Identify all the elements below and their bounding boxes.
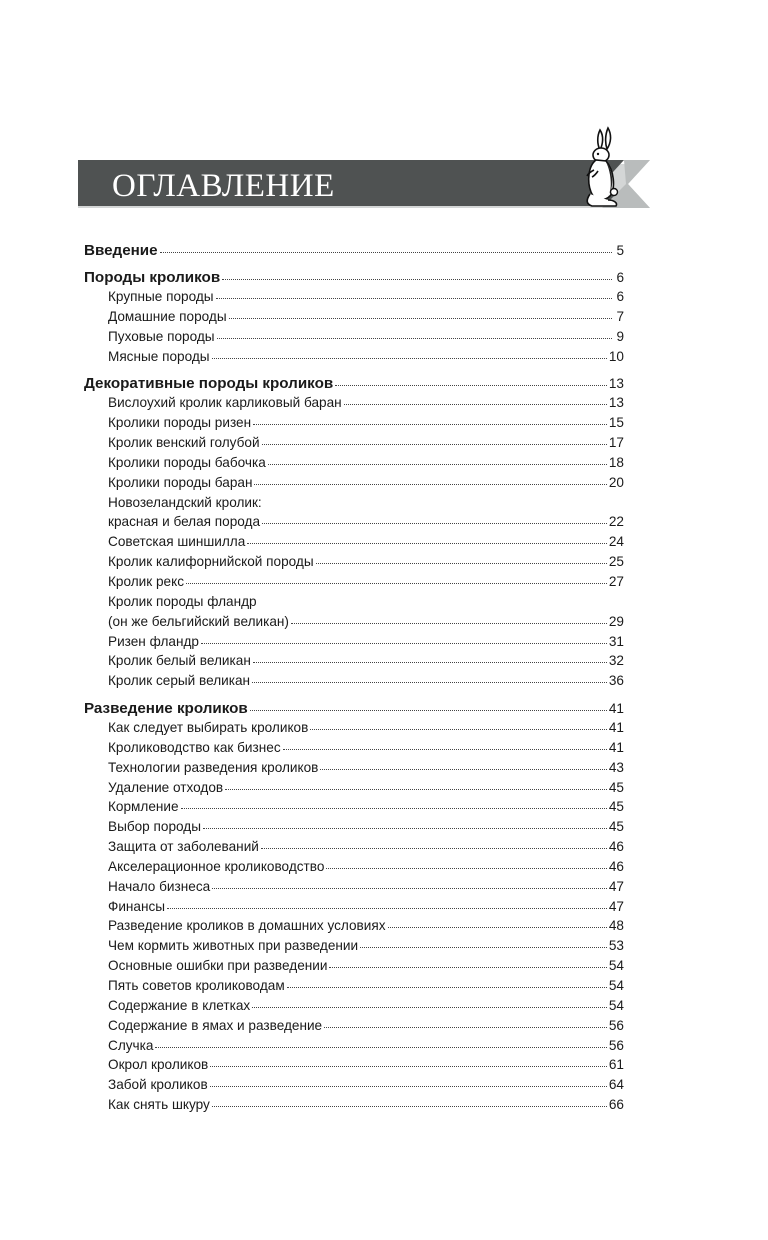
dot-leader — [316, 562, 607, 564]
toc-entry-row[interactable] — [84, 671, 624, 691]
toc-page-number: 7 — [616, 308, 624, 324]
toc-entry-title: Технологии разведения кроликов — [108, 759, 319, 775]
toc-entry-row[interactable] — [84, 453, 624, 473]
toc-entry-row[interactable] — [84, 1036, 624, 1056]
dot-leader — [254, 483, 606, 485]
toc-page-number: 22 — [608, 514, 624, 530]
dot-leader — [283, 748, 607, 750]
toc-entry-title: красная и белая порода — [108, 514, 261, 530]
toc-entry-row[interactable] — [84, 512, 624, 532]
toc-entry-title: Как снять шкуру — [108, 1097, 210, 1113]
toc-entry-row[interactable] — [84, 473, 624, 493]
toc-entry-row[interactable] — [84, 651, 624, 671]
toc-entry-row[interactable] — [84, 632, 624, 652]
toc-page-number: 61 — [608, 1057, 624, 1073]
toc-entry-title: Кролик рекс — [108, 573, 185, 589]
toc-page-number: 54 — [608, 978, 624, 993]
dot-leader — [247, 542, 607, 544]
toc-entry-title: Мясные породы — [108, 348, 210, 364]
toc-section-row[interactable] — [84, 241, 624, 260]
dot-leader — [229, 317, 612, 319]
toc-entry-row[interactable] — [84, 612, 624, 632]
toc-entry-row[interactable] — [84, 433, 624, 453]
toc-page-number: 64 — [608, 1077, 624, 1093]
toc-page-number: 17 — [608, 435, 624, 451]
toc-page-number: 15 — [608, 415, 624, 431]
dot-leader — [268, 463, 607, 465]
toc-page-number: 32 — [608, 653, 624, 669]
toc-entry-row[interactable] — [84, 718, 624, 738]
toc-entry-row[interactable] — [84, 758, 624, 778]
toc-entry-row[interactable] — [84, 307, 624, 327]
toc-page-number: 6 — [616, 289, 624, 304]
dot-leader — [167, 907, 607, 909]
toc-page-number: 13 — [608, 395, 624, 411]
toc-entry-row[interactable] — [84, 347, 624, 367]
dot-leader — [216, 297, 612, 299]
dot-leader — [320, 768, 607, 770]
toc-entry-row[interactable] — [84, 976, 624, 996]
toc-page-number: 41 — [608, 701, 624, 717]
toc-page-number: 5 — [616, 243, 624, 258]
toc-entry-row[interactable] — [84, 1075, 624, 1095]
toc-entry-row[interactable] — [84, 877, 624, 897]
dot-leader — [252, 681, 607, 683]
toc-entry-title: Пять советов кролиководам — [108, 978, 285, 993]
dot-leader — [329, 966, 606, 968]
toc-entry-row[interactable] — [84, 552, 624, 572]
dot-leader — [291, 622, 607, 624]
toc-entry-title: Содержание в клетках — [108, 997, 251, 1013]
toc-entry-title: Забой кроликов — [108, 1077, 208, 1093]
toc-page-number: 46 — [608, 858, 624, 874]
toc-entry-title: Породы кроликов — [84, 269, 221, 286]
toc-entry-title: Кормление — [108, 799, 179, 815]
toc-entry-row[interactable] — [84, 837, 624, 857]
dot-leader — [324, 1026, 607, 1028]
toc-entry-row[interactable] — [84, 1095, 624, 1115]
toc-page-number: 48 — [608, 918, 624, 934]
toc-page-number: 20 — [608, 474, 624, 490]
dot-leader — [360, 946, 607, 948]
toc-entry-row[interactable] — [84, 287, 624, 307]
toc-page-number: 18 — [608, 454, 624, 470]
toc-entry-title: Кролик калифорнийской породы — [108, 554, 314, 570]
toc-entry-row[interactable] — [84, 778, 624, 798]
toc-page-number: 41 — [608, 720, 624, 736]
dot-leader — [310, 728, 607, 730]
toc-section-row[interactable] — [84, 374, 624, 393]
dot-leader — [201, 642, 607, 644]
toc-entry-title: Как следует выбирать кроликов — [108, 720, 309, 736]
toc-entry-row[interactable] — [84, 797, 624, 817]
dot-leader — [262, 443, 607, 445]
table-of-contents — [84, 241, 624, 1115]
toc-page-number: 53 — [608, 938, 624, 954]
toc-page-number: 45 — [608, 799, 624, 815]
dot-leader — [252, 1006, 607, 1008]
toc-entry-row[interactable] — [84, 572, 624, 592]
toc-entry-title: Окрол кроликов — [108, 1057, 209, 1073]
toc-page-number: 36 — [608, 673, 624, 689]
rabbit-icon — [570, 126, 630, 210]
toc-entry-title: Кролик белый великан — [108, 653, 251, 669]
dot-leader — [253, 423, 607, 425]
toc-entry-row[interactable] — [84, 817, 624, 837]
dot-leader — [210, 1085, 607, 1087]
toc-entry-title: Кролик серый великан — [108, 673, 251, 689]
toc-section-row[interactable] — [84, 699, 624, 718]
dot-leader — [217, 337, 612, 339]
toc-entry-title: Кролики породы баран — [108, 474, 253, 490]
toc-entry-title: Разведение кроликов — [84, 700, 248, 718]
toc-entry-title: Кролики породы ризен — [108, 415, 252, 431]
toc-page-number: 46 — [608, 839, 624, 855]
toc-page-number: 13 — [608, 376, 624, 392]
toc-page-number: 56 — [608, 1017, 624, 1033]
toc-entry-row[interactable] — [84, 956, 624, 976]
dot-leader — [160, 251, 612, 253]
toc-entry-title: Вислоухий кролик карликовый баран — [108, 395, 342, 411]
toc-page-number: 47 — [608, 898, 624, 914]
toc-entry-row[interactable] — [84, 897, 624, 917]
toc-entry-title: Новозеландский кролик: — [108, 494, 262, 510]
header-banner — [78, 160, 650, 212]
dot-leader — [222, 278, 612, 280]
dot-leader — [388, 926, 607, 928]
toc-entry-row[interactable] — [84, 413, 624, 433]
toc-page-number: 56 — [608, 1037, 624, 1053]
dot-leader — [344, 403, 607, 405]
toc-page-number: 24 — [608, 534, 624, 550]
dot-leader — [212, 357, 607, 359]
dot-leader — [186, 582, 607, 584]
dot-leader — [287, 986, 607, 988]
toc-entry-row[interactable] — [84, 996, 624, 1016]
toc-entry-title: Случка — [108, 1037, 154, 1053]
toc-section-row[interactable] — [84, 268, 624, 287]
dot-leader — [210, 1065, 607, 1067]
dot-leader — [212, 887, 607, 889]
toc-page-number: 54 — [608, 958, 624, 974]
toc-entry-title: Декоративные породы кроликов — [84, 375, 334, 393]
dot-leader — [261, 847, 607, 849]
toc-entry-title: Защита от заболеваний — [108, 839, 259, 855]
toc-entry-row[interactable] — [84, 738, 624, 758]
toc-page-number: 10 — [608, 348, 624, 364]
toc-entry-row[interactable] — [84, 1016, 624, 1036]
toc-page-number: 43 — [608, 759, 624, 775]
toc-entry-row[interactable] — [84, 532, 624, 552]
toc-entry-title: Советская шиншилла — [108, 534, 246, 550]
toc-page-number: 54 — [608, 997, 624, 1013]
toc-entry-row[interactable] — [84, 936, 624, 956]
toc-entry-row[interactable] — [84, 857, 624, 877]
toc-entry-title: Кролик породы фландр — [108, 593, 257, 609]
toc-page-number: 27 — [608, 573, 624, 589]
toc-entry-title: Крупные породы — [108, 289, 214, 304]
toc-entry-row[interactable] — [84, 327, 624, 347]
toc-entry-title: (он же бельгийский великан) — [108, 613, 289, 629]
toc-entry-row[interactable] — [84, 916, 624, 936]
dot-leader — [155, 1046, 606, 1048]
toc-entry-title: Разведение кроликов в домашних условиях — [108, 918, 386, 934]
toc-entry-title: Кролики породы бабочка — [108, 454, 266, 470]
dot-leader — [335, 384, 607, 386]
toc-page-number: 25 — [608, 554, 624, 570]
toc-entry-title: Содержание в ямах и разведение — [108, 1017, 323, 1033]
toc-page-number: 6 — [616, 270, 624, 285]
page-title: ОГЛАВЛЕНИЕ — [112, 168, 335, 204]
toc-entry-title: Кролиководство как бизнес — [108, 739, 281, 755]
toc-page-number: 29 — [608, 613, 624, 629]
dot-leader — [253, 661, 607, 663]
toc-page-number: 31 — [608, 633, 624, 649]
toc-entry-title: Акселерационное кролиководство — [108, 858, 325, 874]
toc-page-number: 45 — [608, 819, 624, 835]
toc-entry-title: Пуховые породы — [108, 328, 215, 344]
dot-leader — [181, 807, 607, 809]
dot-leader — [203, 827, 607, 829]
toc-entry-title: Основные ошибки при разведении — [108, 958, 328, 974]
dot-leader — [250, 709, 607, 711]
dot-leader — [225, 788, 607, 790]
toc-entry-row[interactable] — [84, 493, 624, 513]
toc-page-number: 45 — [608, 779, 624, 795]
toc-entry-title: Удаление отходов — [108, 779, 224, 795]
toc-page-number: 66 — [608, 1097, 624, 1113]
toc-page-number: 9 — [616, 328, 624, 344]
toc-entry-title: Кролик венский голубой — [108, 435, 260, 451]
toc-entry-title: Выбор породы — [108, 819, 201, 835]
toc-entry-title: Введение — [84, 242, 158, 259]
toc-page-number: 41 — [608, 739, 624, 755]
toc-entry-title: Домашние породы — [108, 308, 227, 324]
toc-entry-title: Ризен фландр — [108, 633, 199, 649]
toc-entry-title: Чем кормить животных при разведении — [108, 938, 359, 954]
dot-leader — [212, 1105, 607, 1107]
dot-leader — [326, 867, 606, 869]
toc-entry-row[interactable] — [84, 1055, 624, 1075]
toc-entry-title: Начало бизнеса — [108, 878, 211, 894]
toc-entry-row[interactable] — [84, 592, 624, 612]
dot-leader — [262, 522, 607, 524]
toc-page-number: 47 — [608, 878, 624, 894]
toc-entry-title: Финансы — [108, 898, 166, 914]
toc-entry-row[interactable] — [84, 393, 624, 413]
